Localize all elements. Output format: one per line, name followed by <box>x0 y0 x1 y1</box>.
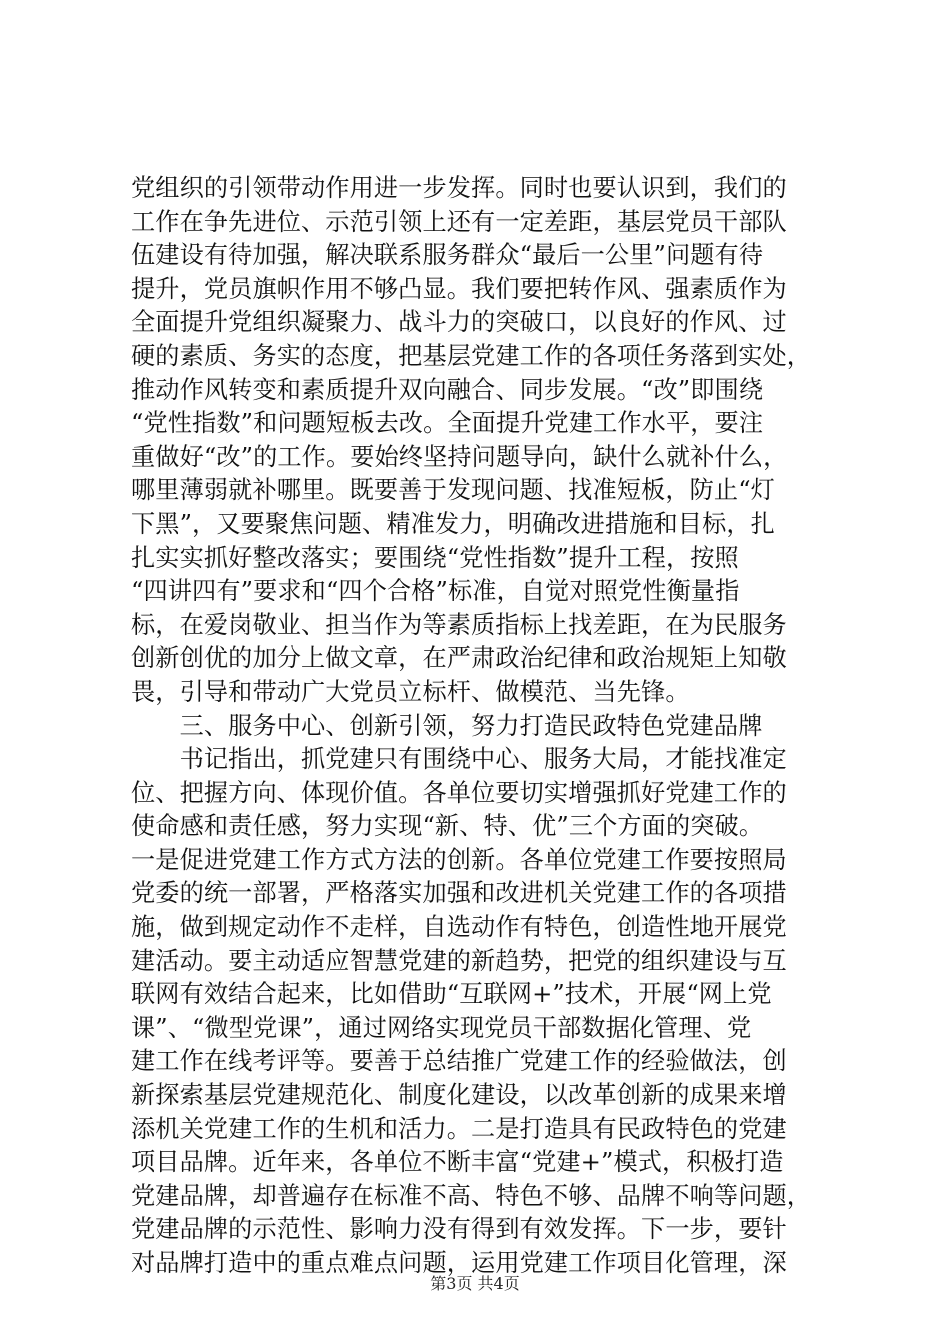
text-line: 畏，引导和带动广大党员立标杆、做模范、当先锋。 <box>131 677 690 706</box>
body-text <box>131 172 831 1281</box>
text-line: 党组织的引领带动作用进一步发挥。同时也要认识到，我们的 <box>131 174 787 202</box>
text-line: 位、把握方向、体现价值。各单位要切实增强抓好党建工作的 <box>131 778 787 807</box>
text-line: 联网有效结合起来，比如借助“互联网+”技术，开展“网上党 <box>131 980 772 1009</box>
text-line: 硬的素质、务实的态度，把基层党建工作的各项任务落到实处， <box>131 341 812 370</box>
text-line: 标，在爱岗敬业、担当作为等素质指标上找差距，在为民服务 <box>131 610 787 639</box>
text-line: 对品牌打造中的重点难点问题，运用党建工作项目化管理，深 <box>131 1249 787 1277</box>
text-line: 施，做到规定动作不走样，自选动作有特色，创造性地开展党 <box>131 913 787 942</box>
text-line: 党建品牌的示范性、影响力没有得到有效发挥。下一步，要针 <box>131 1215 787 1244</box>
text-line: 建活动。要主动适应智慧党建的新趋势，把党的组织建设与互 <box>131 946 787 975</box>
text-line: 伍建设有待加强，解决联系服务群众“最后一公里”问题有待 <box>131 241 764 270</box>
text-line: “党性指数”和问题短板去改。全面提升党建工作水平，要注 <box>131 409 764 438</box>
page-footer: 第3页 共4页 <box>430 1274 520 1293</box>
text-line: 建工作在线考评等。要善于总结推广党建工作的经验做法，创 <box>131 1047 787 1076</box>
text-line: 三、服务中心、创新引领，努力打造民政特色党建品牌 <box>131 711 763 740</box>
text-line: 哪里薄弱就补哪里。既要善于发现问题、找准短板，防止“灯 <box>131 476 775 505</box>
text-line: 书记指出，抓党建只有围绕中心、服务大局，才能找准定 <box>131 745 787 774</box>
text-line: 项目品牌。近年来，各单位不断丰富“党建+”模式，积极打造 <box>131 1148 784 1177</box>
text-line: 使命感和责任感，努力实现“新、特、优”三个方面的突破。 <box>131 812 764 841</box>
text-line: 全面提升党组织凝聚力、战斗力的突破口，以良好的作风、过 <box>131 308 787 337</box>
text-line: 党委的统一部署，严格落实加强和改进机关党建工作的各项措 <box>131 879 787 908</box>
text-line: 重做好“改”的工作。要始终坚持问题导向，缺什么就补什么， <box>131 442 788 471</box>
text-line: 扎实实抓好整改落实；要围绕“党性指数”提升工程，按照 <box>131 543 739 572</box>
text-line: “四讲四有”要求和“四个合格”标准，自觉对照党性衡量指 <box>131 577 740 606</box>
text-line: 新探索基层党建规范化、制度化建设，以改革创新的成果来增 <box>131 1081 787 1110</box>
text-line: 课”、“微型党课”，通过网络实现党员干部数据化管理、党 <box>131 1013 752 1042</box>
text-line: 党建品牌，却普遍存在标准不高、特色不够、品牌不响等问题， <box>131 1181 812 1210</box>
text-line: 添机关党建工作的生机和活力。二是打造具有民政特色的党建 <box>131 1114 787 1143</box>
text-line: 提升，党员旗帜作用不够凸显。我们要把转作风、强素质作为 <box>131 274 787 303</box>
text-line: 一是促进党建工作方式方法的创新。各单位党建工作要按照局 <box>131 845 787 874</box>
text-line: 下黑”，又要聚焦问题、精准发力，明确改进措施和目标，扎 <box>131 509 775 538</box>
text-line: 推动作风转变和素质提升双向融合、同步发展。“改”即围绕 <box>131 375 764 404</box>
text-line: 创新创优的加分上做文章，在严肃政治纪律和政治规矩上知敬 <box>131 644 787 673</box>
text-line: 工作在争先进位、示范引领上还有一定差距，基层党员干部队 <box>131 207 787 236</box>
